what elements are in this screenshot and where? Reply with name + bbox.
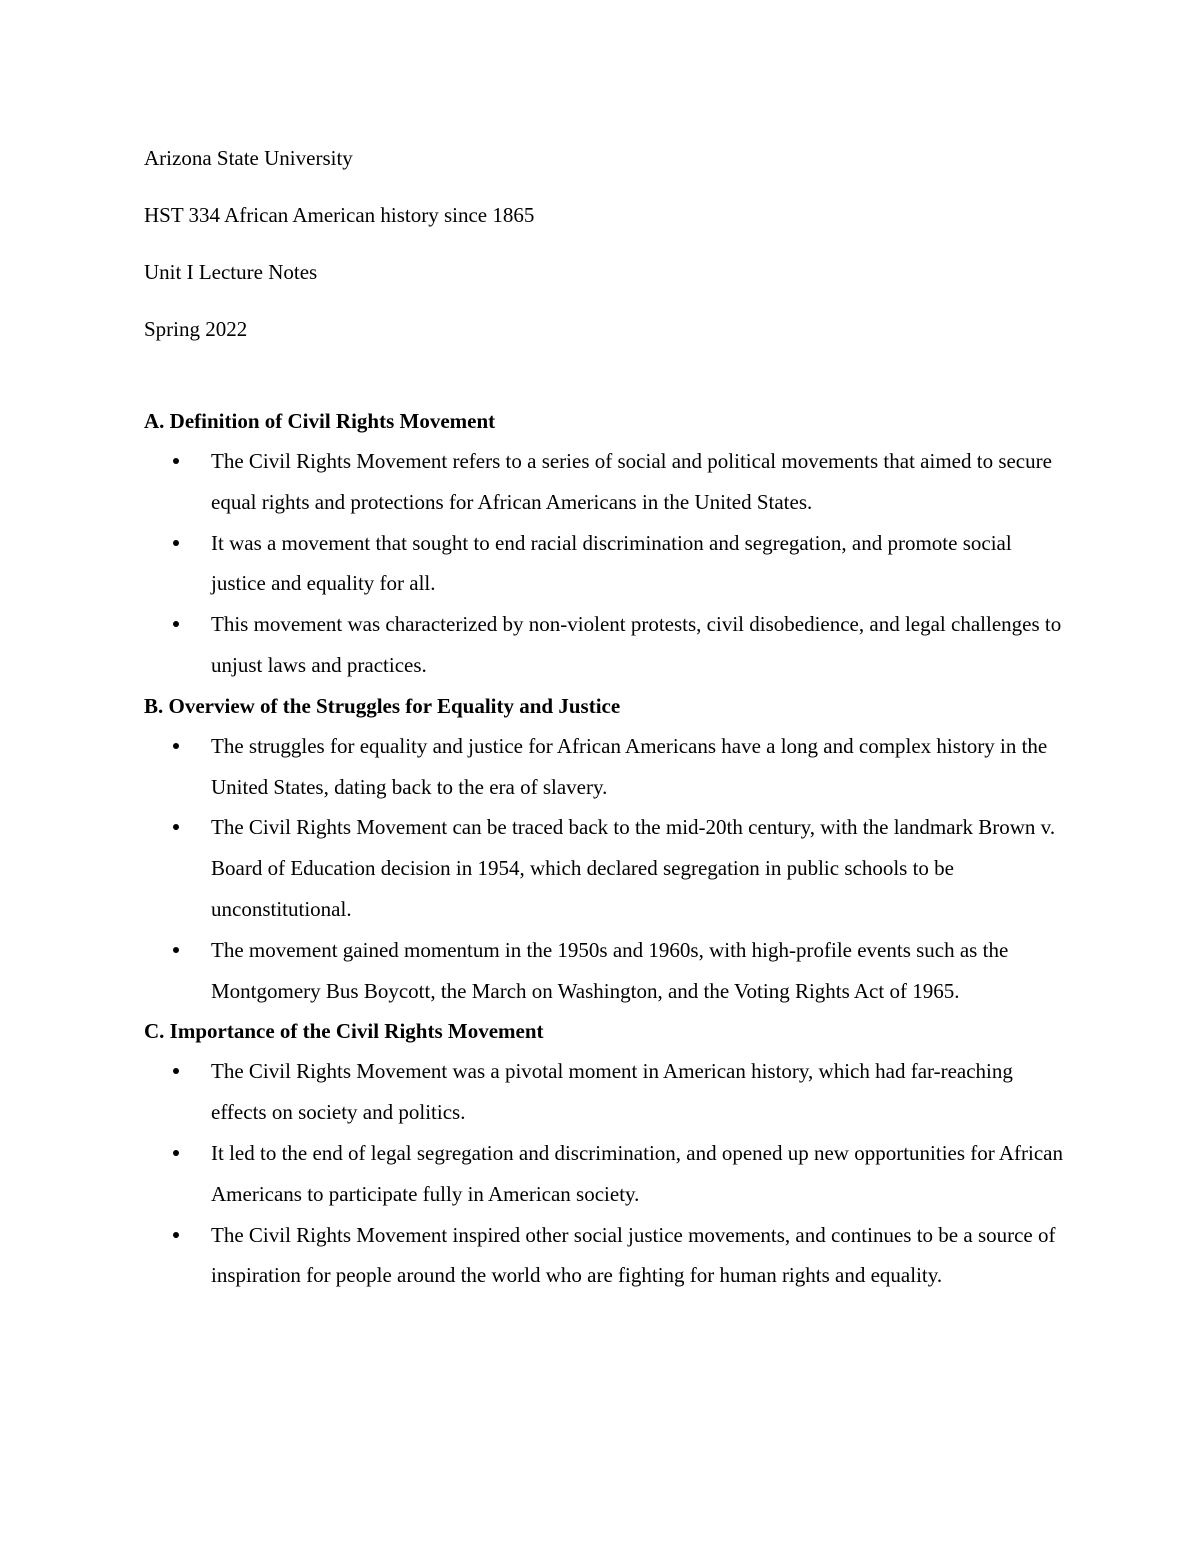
course-title: HST 334 African American history since 1865 [144,203,535,227]
bullet-icon [173,621,179,627]
section-overview [144,686,1064,1012]
list-item [144,930,1064,1012]
section-heading: C. Importance of the Civil Rights Movement [144,1019,544,1044]
list-item [144,1051,1064,1133]
list-item-text: The struggles for equality and justice for African Americans have a long and complex history in the United States, dating back to the era of slavery. [211,733,1048,799]
bullet-icon [173,947,179,953]
bullet-icon [173,458,179,464]
list-item-text: The movement gained momentum in the 1950s and 1960s, with high-profile events such as the Montgomery Bus Boycott, the March on Washington, and the Voting Rights Act of 1965. [211,937,1009,1003]
unit-title: Unit I Lecture Notes [144,260,318,284]
list-item [144,726,1064,808]
list-item-text: It was a movement that sought to end racial discrimination and segregation, and promote social justice and equality for all. [211,530,1012,596]
bullet-list [144,1051,1064,1296]
bullet-list [144,441,1064,686]
list-item-text: The Civil Rights Movement can be traced back to the mid-20th century, with the landmark Brown v. Board of Education decision in 1954, which declared segregation in public schools to be unconstitutional. [211,815,1056,921]
list-item [144,1215,1064,1297]
list-item-text: The Civil Rights Movement refers to a series of social and political movements that aimed to secure equal rights and protections for African Americans in the United States. [211,449,1052,514]
document-page [144,138,1064,1296]
section-definition [144,401,1064,686]
list-item [144,604,1064,686]
bullet-icon [173,743,179,749]
bullet-list [144,726,1064,1012]
university-name: Arizona State University [144,146,353,170]
list-item [144,1133,1064,1215]
list-item-text: This movement was characterized by non-violent protests, civil disobedience, and legal challenges to unjust laws and practices. [211,612,1062,677]
list-item-text: The Civil Rights Movement inspired other social justice movements, and continues to be a source of inspiration for people around the world who are fighting for human rights and equality. [211,1222,1056,1288]
term-label: Spring 2022 [144,317,248,341]
section-heading: B. Overview of the Struggles for Equality and Justice [144,693,621,718]
section-importance [144,1011,1064,1296]
list-item [144,441,1064,523]
list-item [144,523,1064,605]
bullet-icon [173,1232,179,1238]
bullet-icon [173,1150,179,1156]
document-header [144,138,1064,349]
list-item-text: It led to the end of legal segregation and discrimination, and opened up new opportunities for African Americans to participate fully in American society. [211,1140,1064,1206]
bullet-icon [173,1068,179,1074]
list-item-text: The Civil Rights Movement was a pivotal moment in American history, which had far-reaching effects on society and politics. [211,1059,1013,1125]
section-heading: A. Definition of Civil Rights Movement [144,409,496,433]
bullet-icon [173,540,179,546]
bullet-icon [173,824,179,830]
list-item [144,807,1064,929]
